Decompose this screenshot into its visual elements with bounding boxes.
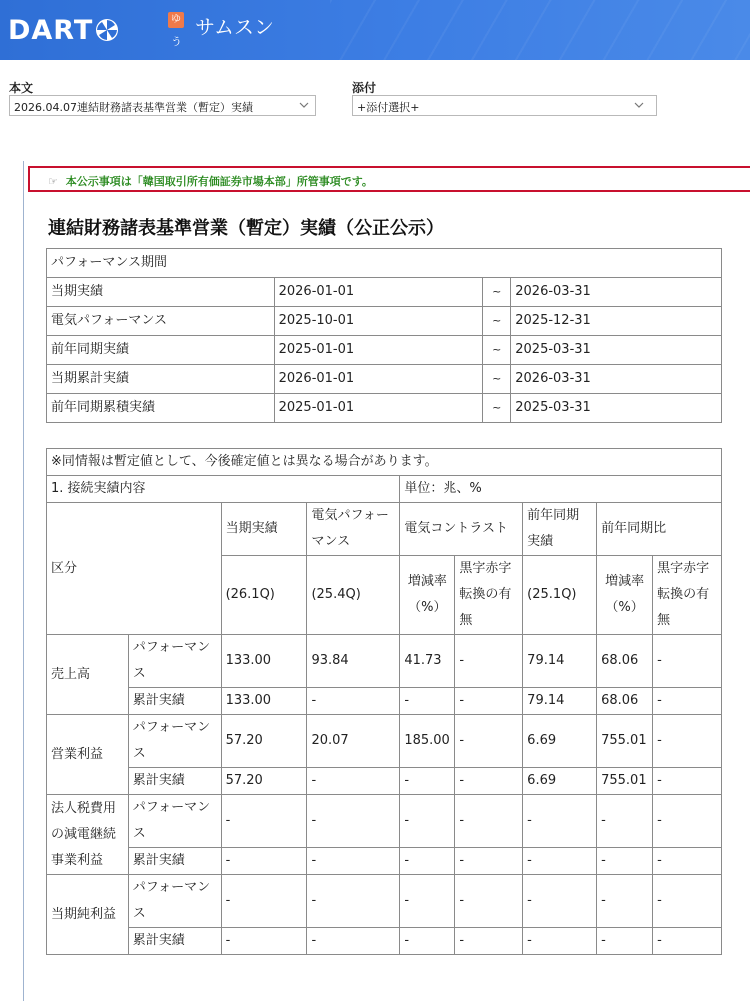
main-doc-label: 本文	[9, 81, 34, 95]
period-tilde: ~	[483, 394, 511, 423]
table-row	[47, 928, 722, 955]
period-to: 2026-03-31	[511, 278, 722, 307]
value-cell: -	[455, 715, 523, 768]
value-cell: -	[653, 635, 722, 688]
attach-select[interactable]	[352, 95, 657, 116]
value-cell: 68.06	[597, 635, 653, 688]
value-cell: 79.14	[523, 688, 597, 715]
value-cell: -	[597, 928, 653, 955]
row-type-cum: 累計実績	[128, 688, 221, 715]
value-cell: -	[221, 795, 307, 848]
value-cell: 755.01	[597, 768, 653, 795]
period-to: 2025-03-31	[511, 336, 722, 365]
main-doc-select[interactable]	[9, 95, 316, 116]
value-cell: -	[455, 848, 523, 875]
header-current: 当期実績	[221, 503, 307, 556]
value-cell: -	[455, 688, 523, 715]
value-cell: -	[523, 795, 597, 848]
period-table	[46, 248, 722, 423]
row-type-cum: 累計実績	[128, 768, 221, 795]
value-cell: 6.69	[523, 768, 597, 795]
attach-select-value: +添付選択+	[357, 101, 420, 114]
value-cell: -	[653, 875, 722, 928]
row-type-perf: パフォーマンス	[128, 635, 221, 688]
row-type-cum: 累計実績	[128, 848, 221, 875]
table-row	[47, 848, 722, 875]
period-label: 前年同期累積実績	[47, 394, 275, 423]
period-tilde: ~	[483, 307, 511, 336]
table-row	[47, 768, 722, 795]
value-cell: 133.00	[221, 635, 307, 688]
period-from: 2026-01-01	[274, 278, 483, 307]
value-cell: 93.84	[307, 635, 400, 688]
value-cell: -	[653, 928, 722, 955]
value-cell: 755.01	[597, 715, 653, 768]
logo-pinwheel-icon	[95, 18, 119, 42]
period-label: 前年同期実績	[47, 336, 275, 365]
pointing-hand-icon: ☞	[48, 175, 58, 188]
row-type-perf: パフォーマンス	[128, 875, 221, 928]
row-type-perf: パフォーマンス	[128, 795, 221, 848]
table-row	[47, 278, 722, 307]
top-header	[0, 0, 750, 60]
value-cell: -	[307, 688, 400, 715]
dart-logo[interactable]	[8, 11, 119, 49]
item-name: 営業利益	[47, 715, 129, 795]
value-cell: 57.20	[221, 768, 307, 795]
value-cell: -	[307, 795, 400, 848]
value-cell: -	[400, 848, 455, 875]
value-cell: -	[221, 875, 307, 928]
value-cell: -	[455, 928, 523, 955]
table-row	[47, 307, 722, 336]
value-cell: -	[400, 768, 455, 795]
results-unit: 単位：兆、%	[400, 476, 722, 503]
header-prev-quarter-contrast: 電気コントラスト	[400, 503, 523, 556]
period-from: 2025-10-01	[274, 307, 483, 336]
value-cell: -	[597, 795, 653, 848]
value-cell: -	[400, 688, 455, 715]
table-row	[47, 875, 722, 928]
header-turn-yoy: 黒字赤字転換の有無	[653, 556, 722, 635]
period-to: 2025-12-31	[511, 307, 722, 336]
header-rate-yoy: 増減率（%）	[597, 556, 653, 635]
value-cell: -	[597, 848, 653, 875]
period-to: 2025-03-31	[511, 394, 722, 423]
header-prev-quarter-period: (25.4Q)	[307, 556, 400, 635]
value-cell: -	[221, 848, 307, 875]
value-cell: -	[307, 928, 400, 955]
value-cell: -	[455, 635, 523, 688]
header-yoy-period: (25.1Q)	[523, 556, 597, 635]
table-row	[47, 688, 722, 715]
value-cell: -	[307, 768, 400, 795]
attach-label: 添付	[352, 81, 377, 95]
value-cell: -	[653, 848, 722, 875]
period-tilde: ~	[483, 336, 511, 365]
item-name: 当期純利益	[47, 875, 129, 955]
header-rate: 増減率（%）	[400, 556, 455, 635]
value-cell: -	[653, 688, 722, 715]
header-prev-quarter: 電気パフォーマンス	[307, 503, 400, 556]
value-cell: -	[307, 875, 400, 928]
value-cell: -	[523, 928, 597, 955]
header-yoy: 前年同期実績	[523, 503, 597, 556]
value-cell: -	[523, 848, 597, 875]
header-yoy-ratio: 前年同期比	[597, 503, 722, 556]
value-cell: -	[455, 768, 523, 795]
value-cell: -	[400, 795, 455, 848]
period-from: 2025-01-01	[274, 336, 483, 365]
value-cell: -	[221, 928, 307, 955]
header-current-period: (26.1Q)	[221, 556, 307, 635]
value-cell: -	[653, 768, 722, 795]
main-doc-select-value: 2026.04.07連結財務諸表基準営業（暫定）実績	[14, 101, 253, 114]
period-header: パフォーマンス期間	[47, 249, 722, 278]
value-cell: 41.73	[400, 635, 455, 688]
results-section: 1. 接続実績内容	[47, 476, 400, 503]
table-row	[47, 394, 722, 423]
header-turn: 黒字赤字転換の有無	[455, 556, 523, 635]
document-title: 連結財務諸表基準営業（暫定）実績（公正公示）	[48, 218, 444, 239]
value-cell: -	[400, 928, 455, 955]
jurisdiction-notice	[28, 166, 750, 192]
period-tilde: ~	[483, 278, 511, 307]
value-cell: 57.20	[221, 715, 307, 768]
header-kubun: 区分	[47, 503, 222, 635]
period-tilde: ~	[483, 365, 511, 394]
notice-text: 本公示事項は「韓国取引所有価証券市場本部」所管事項です。	[65, 175, 373, 188]
value-cell: -	[653, 715, 722, 768]
period-label: 当期累計実績	[47, 365, 275, 394]
value-cell: 133.00	[221, 688, 307, 715]
table-row	[47, 795, 722, 848]
corp-type-sub: う	[171, 35, 182, 48]
row-type-perf: パフォーマンス	[128, 715, 221, 768]
period-from: 2025-01-01	[274, 394, 483, 423]
value-cell: -	[597, 875, 653, 928]
value-cell: -	[653, 795, 722, 848]
chevron-down-icon	[634, 100, 644, 110]
header-decoration	[330, 0, 750, 60]
item-name: 法人税費用の減電継続事業利益	[47, 795, 129, 875]
chevron-down-icon	[299, 100, 309, 110]
value-cell: 68.06	[597, 688, 653, 715]
value-cell: -	[400, 875, 455, 928]
period-label: 当期実績	[47, 278, 275, 307]
value-cell: -	[455, 875, 523, 928]
table-row	[47, 715, 722, 768]
value-cell: 79.14	[523, 635, 597, 688]
row-type-cum: 累計実績	[128, 928, 221, 955]
results-note: ※同情報は暫定値として、今後確定値とは異なる場合があります。	[47, 449, 722, 476]
logo-text: DART	[8, 14, 94, 46]
value-cell: -	[523, 875, 597, 928]
table-row	[47, 635, 722, 688]
results-table	[46, 448, 722, 955]
period-from: 2026-01-01	[274, 365, 483, 394]
table-row	[47, 365, 722, 394]
company-name[interactable]: サムスン	[195, 15, 274, 39]
value-cell: 6.69	[523, 715, 597, 768]
value-cell: -	[307, 848, 400, 875]
value-cell: 185.00	[400, 715, 455, 768]
value-cell: -	[455, 795, 523, 848]
corp-type-badge: ゆ	[168, 12, 184, 28]
value-cell: 20.07	[307, 715, 400, 768]
period-label: 電気パフォーマンス	[47, 307, 275, 336]
item-name: 売上高	[47, 635, 129, 715]
table-row	[47, 336, 722, 365]
period-to: 2026-03-31	[511, 365, 722, 394]
